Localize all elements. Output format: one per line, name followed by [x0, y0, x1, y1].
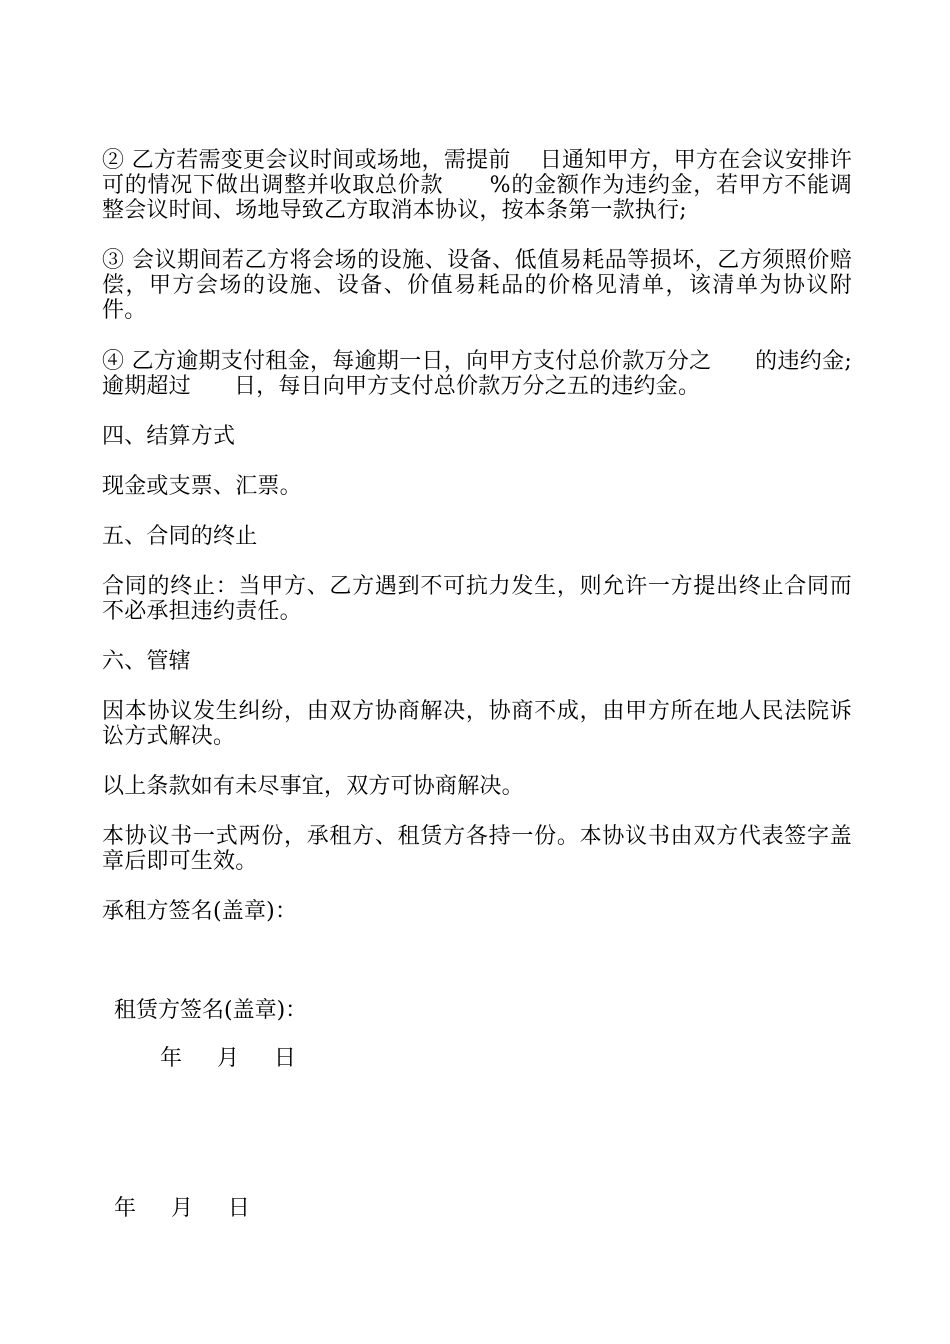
clause-3: ③ 会议期间若乙方将会场的设施、设备、低值易耗品等损坏，乙方须照价赔偿，甲方会场的设施、设备、价值易耗品的价格见清单，该清单为协议附件。 — [102, 248, 852, 323]
lessee-date-line: 年 月 日 — [160, 1046, 296, 1071]
section-4-body: 现金或支票、汇票。 — [102, 474, 302, 499]
clause-4: ④ 乙方逾期支付租金，每逾期一日，向甲方支付总价款万分之 的违约金;逾期超过 日，每日向甲方支付总价款万分之五的违约金。 — [102, 349, 852, 399]
clause-2: ② 乙方若需变更会议时间或场地，需提前 日通知甲方，甲方在会议安排许可的情况下做出调整并收取总价款 %的金额作为违约金，若甲方不能调整会议时间、场地导致乙方取消本协议，按本条第一款执行; — [102, 148, 852, 223]
section-5-body: 合同的终止：当甲方、乙方遇到不可抗力发生，则允许一方提出终止合同而不必承担违约责任。 — [102, 574, 852, 624]
lessor-date-line: 年 月 日 — [114, 1196, 250, 1221]
section-4-title: 四、结算方式 — [102, 424, 236, 449]
lessor-signature-line: 租赁方签名(盖章)： — [114, 998, 308, 1023]
section-5-title: 五、合同的终止 — [102, 524, 258, 549]
section-6-title: 六、管辖 — [102, 649, 191, 674]
lessee-signature-line: 承租方签名(盖章)： — [102, 899, 298, 924]
closing-note: 以上条款如有未尽事宜，双方可协商解决。 — [102, 774, 524, 799]
section-6-body: 因本协议发生纠纷，由双方协商解决，协商不成，由甲方所在地人民法院诉讼方式解决。 — [102, 699, 852, 749]
validity-clause: 本协议书一式两份，承租方、租赁方各持一份。本协议书由双方代表签字盖章后即可生效。 — [102, 824, 852, 874]
